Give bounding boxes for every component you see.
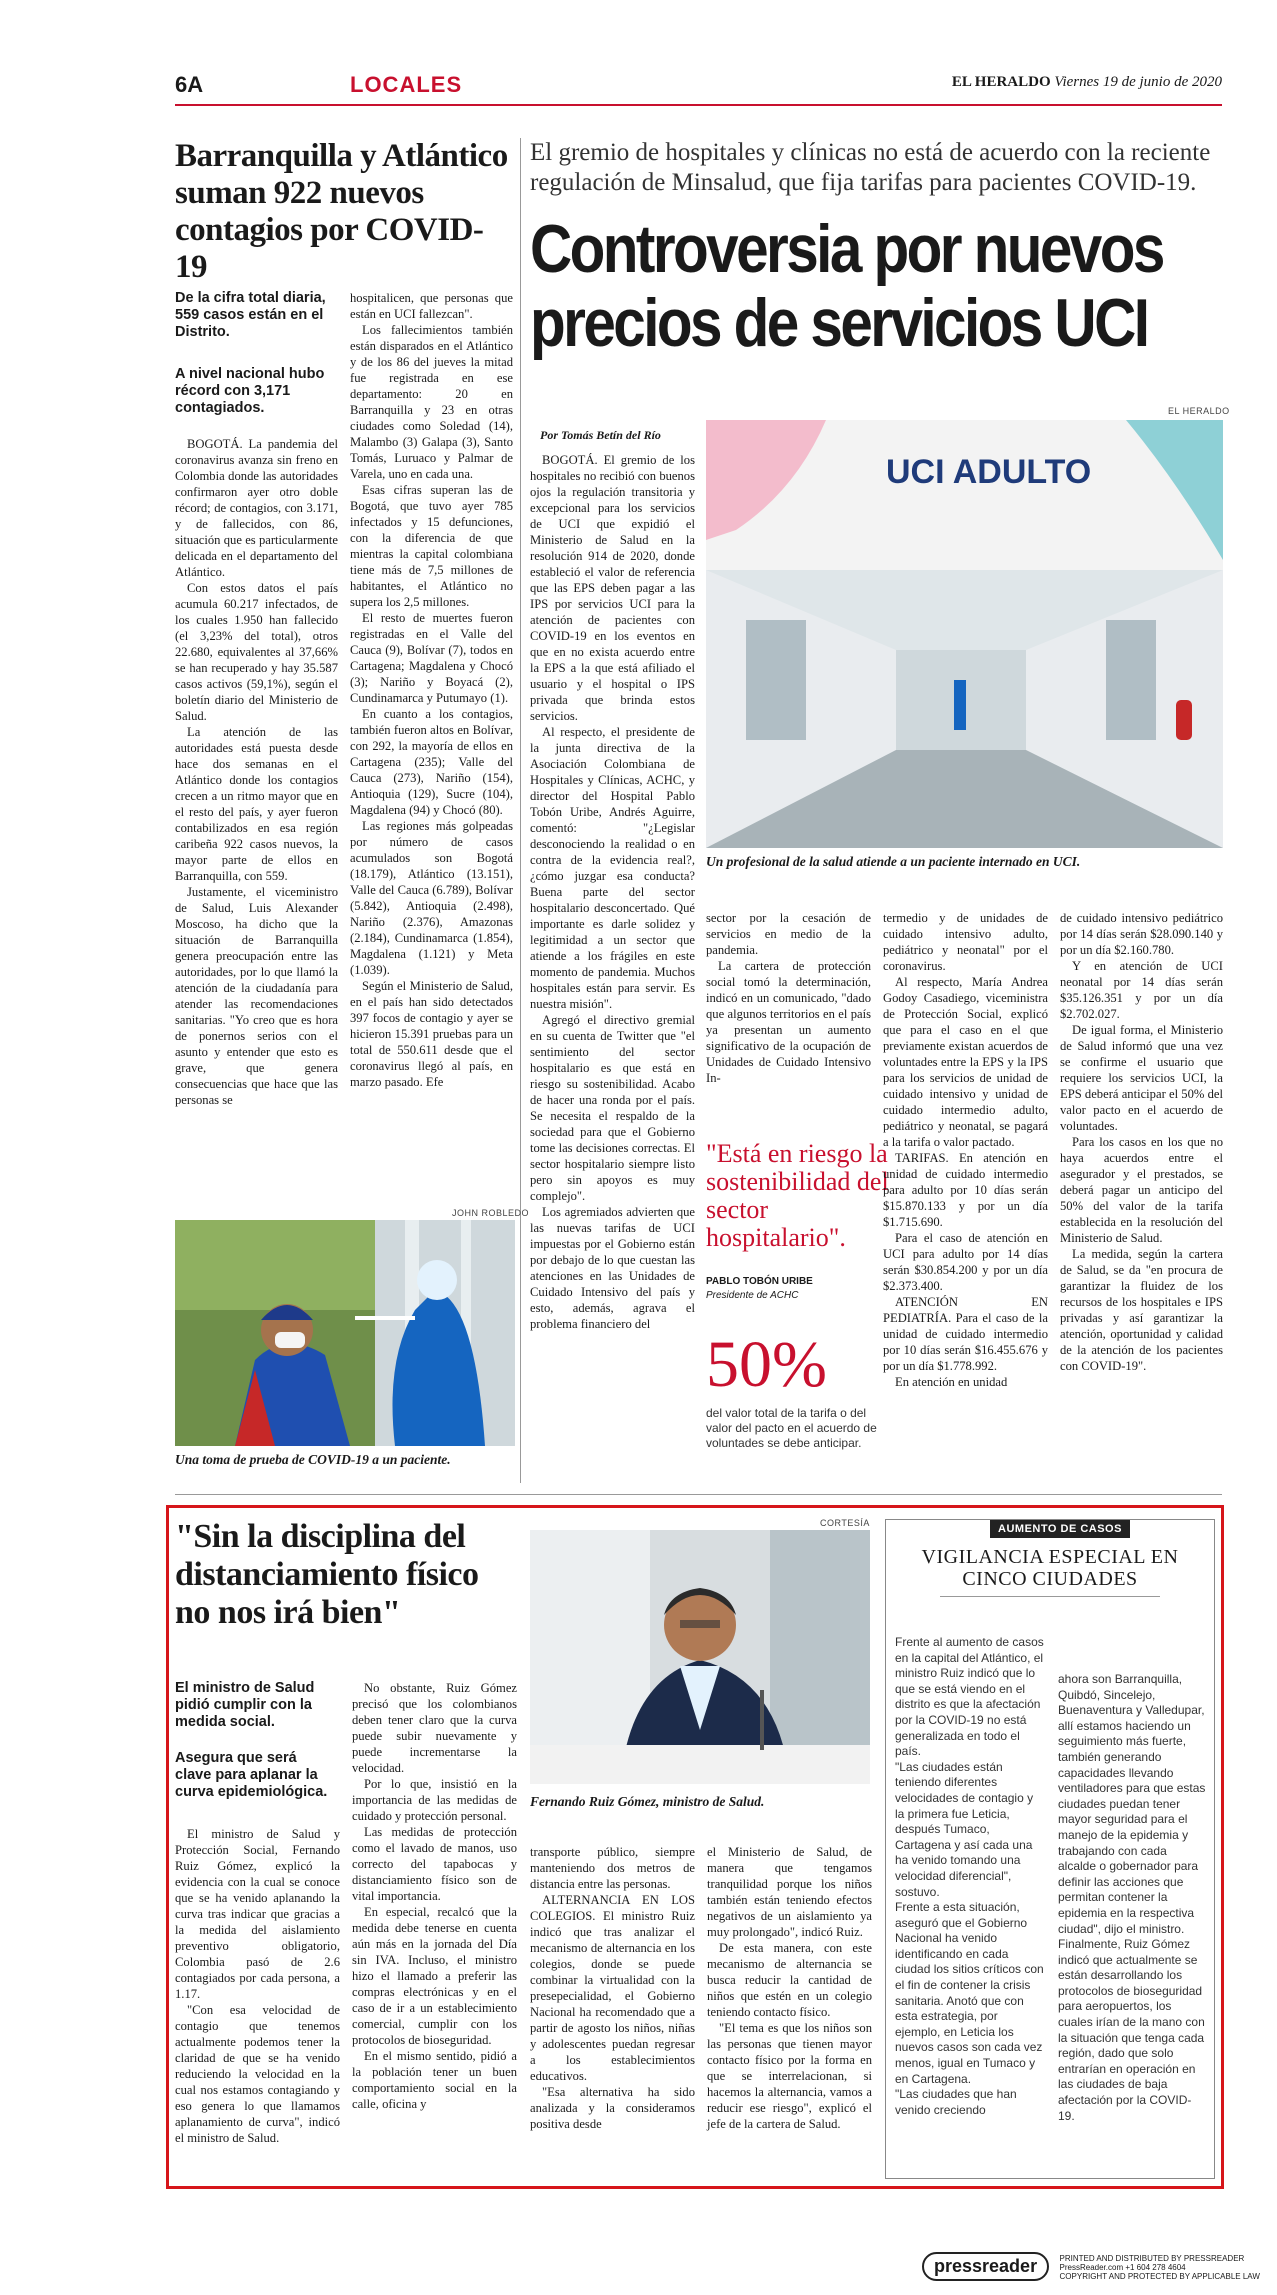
- paragraph: Frente al aumento de casos en la capital del Atlántico, el ministro Ruiz indicó que lo que se está viendo en el distrito es que la afectación por la COVID-19 no está generalizada en todo el país.: [895, 1635, 1044, 1759]
- paragraph: Esas cifras superan las de Bogotá, que tuvo ayer 785 infectados y 15 defunciones, con la diferencia de que mientras la capital colombiana tiene más de 7,5 millones de habitantes, el Atlántico no supera los 2,5 millones.: [350, 483, 513, 609]
- paragraph: Para los casos en los que no haya acuerdos entre el asegurador y el prestados, se deberá pagar un anticipo del 50% del valor de la tarifa establecida en la resolución del Ministerio de Salud.: [1060, 1135, 1223, 1245]
- paragraph: La cartera de protección social tomó la determinación, indicó en un comunicado, "dado que algunos territorios en el país ya presentan un aumento significativo de la ocupación de Unidades de Cuidado Intensivo In-: [706, 959, 871, 1085]
- left-headline: Barranquilla y Atlántico suman 922 nuevos contagios por COVID-19: [175, 138, 508, 285]
- main-photo-caption: Un profesional de la salud atiende a un paciente internado en UCI.: [706, 854, 1081, 869]
- paragraph: de cuidado intensivo pediátrico por 14 días serán $28.090.140 y por un día $2.160.780.: [1060, 911, 1223, 957]
- uci-photo: [706, 420, 1223, 848]
- box-headline: "Sin la disciplina del distanciamiento físico no nos irá bien": [175, 1518, 479, 1631]
- paragraph: En cuanto a los contagios, también fueron altos en Bolívar, con 292, la mayoría de ellos en Cartagena (235); Valle del Cauca (273), Nariño (154), Antioquia (129), Sucre (104), Magdalena (94) y Chocó (80).: [350, 707, 513, 817]
- paragraph: Al respecto, el presidente de la junta directiva de la Asociación Colombiana de Hospitales y Clínicas, ACHC, y director del Hospital Pablo Tobón Uribe, Andrés Aguirre, comentó: "¿Legislar desconociendo la realidad o en contra de la evidencia real?, ¿cómo juzgar esa conducta? Buena parte del sector hospitalario desconcertado. Qué importante es darle solidez y legitimidad a un sector que atiende a los frágiles en este momento de pandemia. Muchos hospitales están para servir. Es nuestra misión".: [530, 725, 695, 1011]
- covid-test-photo: [175, 1220, 515, 1446]
- paragraph: El resto de muertes fueron registradas en el Valle del Cauca (9), Bolívar (7), todos en Cartagena; Magdalena y Chocó (3); Nariño y Boyacá (2), Cundinamarca y Putumayo (1).: [350, 611, 513, 705]
- quote-author: PABLO TOBÓN URIBE: [706, 1276, 813, 1287]
- uci-photo-art: [706, 420, 1223, 848]
- main-story-col-3: [883, 910, 1048, 1390]
- minister-photo: [530, 1530, 870, 1784]
- paragraph: hospitalicen, que personas que están en UCI fallezcan".: [350, 291, 513, 321]
- paragraph: De esta manera, con este mecanismo de alternancia se busca reducir la cantidad de niños que estén en un colegio teniendo contacto físico.: [707, 1941, 872, 2019]
- sidebar-col-1: [895, 1635, 1045, 2118]
- sidebar-title: VIGILANCIA ESPECIAL EN CINCO CIUDADES: [921, 1546, 1179, 1590]
- quote-role: Presidente de ACHC: [706, 1290, 799, 1301]
- left-story-col-2: [350, 290, 513, 1090]
- page-number: 6A: [175, 72, 204, 97]
- paragraph: No obstante, Ruiz Gómez precisó que los colombianos deben tener claro que la curva puede subir nuevamente y puede incrementarse la velocidad.: [352, 1681, 517, 1775]
- box-subhead-2: Asegura que será clave para aplanar la curva epidemiológica.: [175, 1750, 328, 1800]
- paragraph: En especial, recalcó que la medida debe tenerse en cuenta aún más en la jornada del Día sin IVA. Incluso, el ministro hizo el llamado a preferir las compras electrónicas y en el caso de ir a un establecimiento comercial, cumplir con los protocolos de bioseguridad.: [352, 1905, 517, 2047]
- main-story-col-2: [706, 910, 871, 1086]
- paragraph: "Con esa velocidad de contagio que tenemos actualmente podemos tener la claridad de que se ha venido reduciendo la velocidad en la cual nos estamos contagiando y eso genera lo que llamamos aplanamiento de curva", indicó el ministro de Salud.: [175, 2003, 340, 2145]
- sidebar-label: AUMENTO DE CASOS: [990, 1520, 1130, 1538]
- photo-credit: EL HERALDO: [1168, 406, 1230, 416]
- uci-sign-text: UCI ADULTO: [886, 453, 1092, 491]
- main-headline-line-2: precios de servicios UCI: [530, 285, 1148, 361]
- byline: Por Tomás Betín del Río: [540, 428, 661, 442]
- paragraph: ahora son Barranquilla, Quibdó, Sincelejo, Buenaventura y Valledupar, allí estamos haciendo un seguimiento más fuerte, también generando capacidades llevando ventiladores para que estas ciudades puedan tener mayor seguridad para el manejo de la epidemia y trabajando con cada alcalde o gobernador para definir las acciones que permitan contener la epidemia en la respectiva ciudad", dijo el ministro.: [1058, 1672, 1206, 1936]
- stat-value: 50%: [706, 1328, 827, 1401]
- paragraph: ALTERNANCIA EN LOS COLEGIOS. El ministro Ruiz indicó que tras analizar el mecanismo de alternancia en los colegios, donde se puede combinar la virtualidad con la presepecialidad, el Gobierno Nacional ha recomendado que a partir de agosto los niños, niñas y adolescentes puedan regresar a los establecimientos educativos.: [530, 1893, 695, 2083]
- left-photo-caption: Una toma de prueba de COVID-19 a un paciente.: [175, 1452, 451, 1467]
- pressreader-logo: pressreader: [922, 2252, 1049, 2281]
- paragraph: Los agremiados advierten que las nuevas tarifas de UCI impuestas por el Gobierno están por debajo de lo que cuestan las atenciones en las Unidades de Cuidado Intensivo del país y esto, además, agrava el problema financiero del: [530, 1205, 695, 1331]
- section-label: LOCALES: [350, 72, 463, 97]
- photo-credit: CORTESÍA: [820, 1518, 870, 1528]
- paragraph: El ministro de Salud y Protección Social, Fernando Ruiz Gómez, explicó la evidencia con la cual se conoce que se ha venido aplanando la curva tras indicar que gracias a la medida del aislamiento preventivo obligatorio, Colombia pasó de 2.6 contagiados por cada persona, a 1.17.: [175, 1827, 340, 2001]
- minister-photo-art: [530, 1530, 870, 1784]
- box-subhead-1: El ministro de Salud pidió cumplir con la medida social.: [175, 1680, 315, 1730]
- covid-test-photo-art: [175, 1220, 515, 1446]
- section-divider: [175, 1494, 1222, 1495]
- paragraph: Finalmente, Ruiz Gómez indicó que actualmente se están desarrollando los protocolos de bioseguridad para aeropuertos, los cuales irían de la mano con la situación que tenga cada región, dado que solo entrarían en operación en las ciudades de baja afectación por la COVID-19.: [1058, 1937, 1205, 2123]
- paragraph: Con estos datos el país acumula 60.217 infectados, de los cuales 1.950 han fallecido (el 3,23% del total), otros 22.680, equivalentes al 37,66% se han recuperado y hay 35.587 casos activos (59,1%), según el boletín diario del Ministerio de Salud.: [175, 581, 338, 723]
- left-subhead-1: De la cifra total diaria, 559 casos están en el Distrito.: [175, 290, 326, 340]
- paragraph: Por lo que, insistió en la importancia de las medidas de cuidado y protección personal.: [352, 1777, 517, 1823]
- notice-line: PressReader.com +1 604 278 4604: [1059, 2263, 1186, 2273]
- box-story-col-1: [175, 1826, 340, 2146]
- column-divider: [520, 138, 521, 1483]
- notice-line: PRINTED AND DISTRIBUTED BY PRESSREADER: [1059, 2254, 1245, 2264]
- left-story-col-1: [175, 436, 338, 1108]
- box-photo-caption: Fernando Ruiz Gómez, ministro de Salud.: [530, 1794, 765, 1809]
- paragraph: En atención en unidad: [895, 1375, 1008, 1389]
- paragraph: ATENCIÓN EN PEDIATRÍA. Para el caso de la unidad de cuidado intermedio por 10 días serán $16.455.676 y por un día $1.778.992.: [883, 1295, 1048, 1373]
- photo-credit: JOHN ROBLEDO: [452, 1208, 530, 1218]
- issue-date: Viernes 19 de junio de 2020: [1054, 74, 1222, 90]
- paragraph: TARIFAS. En atención en unidad de cuidado intermedio para adulto por 10 días serán $15.870.133 y por un día $1.715.690.: [883, 1151, 1048, 1229]
- paragraph: "Esa alternativa ha sido analizada y la consideramos positiva desde: [530, 2085, 695, 2131]
- paragraph: La atención de las autoridades está puesta desde hace dos semanas en el Atlántico donde los contagios crecen a un ritmo mayor que en el resto del país, y ayer fueron contabilizados en esa región caribeña 922 casos nuevos, la mayor parte de ellos en Barranquilla, con 559.: [175, 725, 338, 883]
- box-story-col-2: [352, 1680, 517, 2112]
- stat-note: del valor total de la tarifa o del valor del pacto en el acuerdo de voluntades se debe anticipar.: [706, 1406, 877, 1450]
- main-headline-line-1: Controversia por nuevos: [530, 211, 1163, 287]
- pull-quote: "Está en riesgo la sostenibilidad del sector hospitalario".: [706, 1139, 889, 1252]
- header-rule: [175, 104, 1222, 106]
- masthead: [952, 74, 1222, 91]
- main-story-col-4: [1060, 910, 1223, 1374]
- paragraph: Y en atención de UCI neonatal por 14 días serán $35.126.351 y por un día $2.702.027.: [1060, 959, 1223, 1021]
- paragraph: sector por la cesación de servicios en medio de la pandemia.: [706, 911, 871, 957]
- paragraph: Justamente, el viceministro de Salud, Luis Alexander Moscoso, ha dicho que la situación de Barranquilla genera preocupación entre las autoridades, por lo que llamó la atención de la ciudadanía para atender las recomendaciones sanitarias. "Yo creo que es hora de ponernos serios con el asunto y entender que esto es grave, que genera consecuencias que hace que las personas se: [175, 885, 338, 1107]
- box-story-col-4: [707, 1844, 872, 2132]
- paragraph: Según el Ministerio de Salud, en el país han sido detectados 397 focos de contagio y ayer se hicieron 15.391 pruebas para un total de 550.611 desde que el coronavirus llegó al país, en marzo pasado. Efe: [350, 979, 513, 1089]
- paragraph: Al respecto, María Andrea Godoy Casadiego, viceministra de Protección Social, explicó que para el caso en el que previamente existan acuerdos de voluntades entre la EPS y la IPS para los servicios de unidad de cuidado intensivo y unidad de cuidado intermedio adulto, pediátrico y neonatal, se pagará a la tarifa o valor pactado.: [883, 975, 1048, 1149]
- main-story-col-1: [530, 452, 695, 1332]
- pressreader-notice: [1060, 2254, 1260, 2281]
- main-kicker: El gremio de hospitales y clínicas no está de acuerdo con la reciente regulación de Minsalud, que fija tarifas para pacientes COVID-19.: [530, 139, 1211, 196]
- paragraph: Agregó el directivo gremial en su cuenta de Twitter que "el sentimiento del sector hospitalario es que está en riesgo su sostenibilidad. Acabo de hacer una ronda por el país. Se necesita el respaldo de la sociedad para que el Gobierno tome las decisiones correctas. El sector hospitalario siempre listo pero sin apoyos es muy complejo".: [530, 1013, 695, 1203]
- sidebar-col-2: [1058, 1672, 1208, 2124]
- paragraph: termedio y de unidades de cuidado intensivo adulto, pediátrico y neonatal" por el coronavirus.: [883, 911, 1048, 973]
- notice-line: COPYRIGHT AND PROTECTED BY APPLICABLE LAW: [1059, 2272, 1260, 2282]
- main-headline: [530, 211, 1163, 361]
- pressreader-footer: [922, 2252, 1260, 2281]
- paragraph: Frente a esta situación, aseguró que el Gobierno Nacional ha venido identificando en cada ciudad los sitios críticos con el fin de contener la crisis sanitaria. Anotó que con esta estrategia, por ejemplo, en Leticia los nuevos casos son cada vez menos, igual en Tumaco y en Cartagena.: [895, 1900, 1044, 2086]
- paragraph: transporte público, siempre manteniendo dos metros de distancia entre las personas.: [530, 1845, 695, 1891]
- paragraph: "Las ciudades están teniendo diferentes velocidades de contagio y la primera fue Leticia, después Tumaco, Cartagena y así cada una ha venido tomando una velocidad diferencial", sostuvo.: [895, 1759, 1034, 1899]
- box-story-col-3: [530, 1844, 695, 2132]
- paragraph: BOGOTÁ. El gremio de los hospitales no recibió con buenos ojos la regulación transitoria y excepcional para los servicios de UCI que expidió el Ministerio de Salud en la resolución 914 de 2020, donde estableció el valor de referencia que las EPS deben pagar a las IPS por servicios UCI para la atención de pacientes con COVID-19 en los eventos en que en no exista acuerdo entre la EPS a la que está afiliado el usuario y el hospital o IPS privada que brinda estos servicios.: [530, 453, 695, 723]
- sidebar-rule: [940, 1596, 1160, 1597]
- paper-name: EL HERALDO: [951, 74, 1051, 90]
- paragraph: el Ministerio de Salud, de manera que tengamos tranquilidad porque los niños también están teniendo efectos negativos de un aislamiento ya muy prolongado", indicó Ruiz.: [707, 1845, 872, 1939]
- paragraph: BOGOTÁ. La pandemia del coronavirus avanza sin freno en Colombia donde las autoridades confirmaron ayer otro doble récord; de contagios, con 3.171, y de fallecidos, con 86, situación que es particularmente delicada en el departamento del Atlántico.: [175, 437, 338, 579]
- paragraph: Las medidas de protección como el lavado de manos, uso correcto del tapabocas y distanciamiento físico son de vital importancia.: [352, 1825, 517, 1903]
- left-subhead-2: A nivel nacional hubo récord con 3,171 contagiados.: [175, 366, 325, 416]
- paragraph: Para el caso de atención en UCI para adulto por 14 días serán $30.854.200 y por un día $2.373.400.: [883, 1231, 1048, 1293]
- paragraph: Las regiones más golpeadas por número de casos acumulados son Bogotá (18.179), Atlántico (13.151), Valle del Cauca (6.789), Bolívar (5.842), Antioquia (2.498), Nariño (2.376), Amazonas (2.184), Cundinamarca (1.854), Magdalena (1.121) y Meta (1.039).: [350, 819, 513, 977]
- paragraph: En el mismo sentido, pidió a la población tener un buen comportamiento social en la calle, oficina y: [352, 2049, 517, 2111]
- paragraph: "El tema es que los niños son las personas que tienen mayor contacto físico por la forma en que se interrelacionan, si hacemos la alternancia, vamos a reducir ese riesgo", explicó el jefe de la cartera de Salud.: [707, 2021, 872, 2131]
- paragraph: "Las ciudades que han venido creciendo: [895, 2087, 1017, 2117]
- paragraph: De igual forma, el Ministerio de Salud informó que una vez se confirme el usuario que requiere los servicios UCI, la EPS deberá anticipar el 50% del valor pacto en el acuerdo de voluntades.: [1060, 1023, 1223, 1133]
- paragraph: Los fallecimientos también están disparados en el Atlántico y de los 86 del jueves la mitad fue registrada en ese departamento: 20 en Barranquilla y 23 en otras ciudades como Soledad (14), Malambo (3) Galapa (3), Santo Tomás, Luruaco y Palmar de Varela, uno en cada una.: [350, 323, 513, 481]
- paragraph: La medida, según la cartera de Salud, se da "en procura de garantizar la fluidez de los recursos de los hospitales e IPS privadas y así garantizar la atención, oportunidad y calidad de la atención de los pacientes con COVID-19".: [1060, 1247, 1223, 1373]
